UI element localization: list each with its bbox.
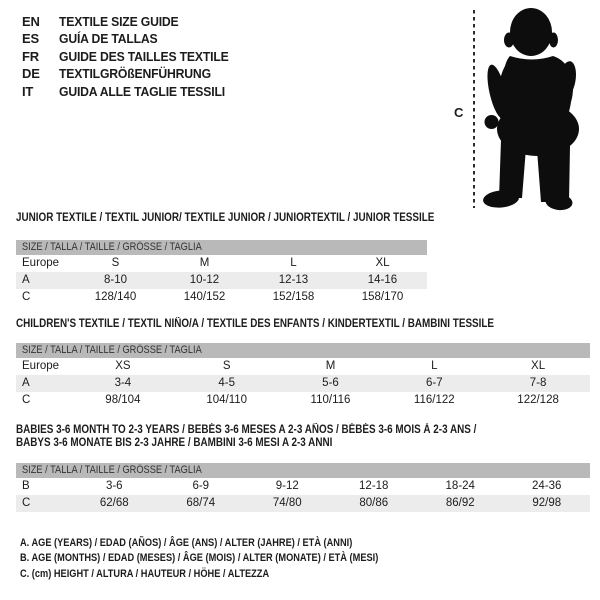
silhouette-hand-left xyxy=(485,115,499,129)
legend-note-line: C. (cm) HEIGHT / ALTURA / HAUTEUR / HÖHE / ALTEZZA xyxy=(20,567,270,580)
row-value: 6-7 xyxy=(425,377,443,389)
row-value: XL xyxy=(375,257,390,269)
row-value: L xyxy=(431,360,438,372)
language-label: GUIDA ALLE TAGLIE TESSILI xyxy=(59,83,225,99)
size-header-label: SIZE / TALLA / TAILLE / GRÖSSE / TAGLIA xyxy=(22,464,202,476)
table-row xyxy=(16,478,590,495)
language-code: IT xyxy=(22,83,34,99)
row-value: M xyxy=(325,360,336,372)
language-row xyxy=(22,48,239,65)
silhouette-leg-left xyxy=(499,140,526,198)
table-title-line: BABIES 3-6 MONTH TO 2-3 YEARS / BEBÉS 3-6 MESES A 2-3 AÑOS / BÉBÉS 3-6 MOIS À 2-3 ANS / xyxy=(16,424,477,436)
language-row xyxy=(22,83,239,100)
row-value: 24-36 xyxy=(532,480,562,492)
height-measure-label: C xyxy=(454,105,464,120)
table-title xyxy=(16,318,590,331)
row-value: 74/80 xyxy=(272,497,302,509)
silhouette-ear-left xyxy=(504,33,514,48)
size-header-bar xyxy=(16,240,427,255)
table-row xyxy=(16,495,590,512)
row-value: 8-10 xyxy=(103,274,128,286)
size-table xyxy=(16,463,590,512)
table-row xyxy=(16,392,590,409)
row-value: 7-8 xyxy=(529,377,547,389)
row-value: 92/98 xyxy=(532,497,562,509)
language-code: EN xyxy=(22,14,40,29)
row-label: C xyxy=(22,497,31,509)
row-value: M xyxy=(199,257,210,269)
row-label: Europe xyxy=(22,257,60,269)
row-label: Europe xyxy=(22,360,60,372)
row-value: 152/158 xyxy=(272,291,315,303)
language-code: FR xyxy=(22,48,39,64)
language-label: TEXTILE SIZE GUIDE xyxy=(59,14,179,29)
row-value: XS xyxy=(115,360,131,372)
size-header-label: SIZE / TALLA / TAILLE / GRÖSSE / TAGLIA xyxy=(22,344,202,356)
row-value: 104/110 xyxy=(206,394,248,406)
row-value: 3-6 xyxy=(105,480,123,492)
language-code: ES xyxy=(22,31,39,47)
size-table-section xyxy=(16,318,590,409)
table-title-line: JUNIOR TEXTILE / TEXTIL JUNIOR/ TEXTILE JUNIOR / JUNIORTEXTIL / JUNIOR TESSILE xyxy=(16,212,435,224)
row-value: 98/104 xyxy=(105,394,141,406)
language-list xyxy=(22,13,239,100)
row-value: 86/92 xyxy=(445,497,475,509)
toddler-silhouette-image xyxy=(480,0,600,212)
language-code: DE xyxy=(22,66,40,82)
language-row xyxy=(22,13,239,30)
row-value: S xyxy=(111,257,120,269)
legend-notes xyxy=(20,536,447,582)
row-label: C xyxy=(22,394,31,406)
row-value: 68/74 xyxy=(186,497,216,509)
table-title xyxy=(16,212,502,225)
size-table xyxy=(16,240,427,306)
row-value: 12-18 xyxy=(359,480,389,492)
silhouette-ear-right xyxy=(549,33,558,48)
table-row xyxy=(16,289,427,306)
size-header-label: SIZE / TALLA / TAILLE / GRÖSSE / TAGLIA xyxy=(22,241,202,253)
table-row xyxy=(16,255,427,272)
row-value: 3-4 xyxy=(114,377,132,389)
row-label: A xyxy=(22,377,30,389)
size-table xyxy=(16,343,590,409)
language-label: GUÍA DE TALLAS xyxy=(59,31,158,47)
language-label: GUIDE DES TAILLES TEXTILE xyxy=(59,48,229,64)
table-row xyxy=(16,272,427,289)
row-label: C xyxy=(22,291,31,303)
table-title-line: CHILDREN'S TEXTILE / TEXTIL NIÑO/A / TEXTILE DES ENFANTS / KINDERTEXTIL / BAMBINI TESSILE xyxy=(16,318,495,330)
row-value: 10-12 xyxy=(189,274,220,286)
row-value: 116/122 xyxy=(413,394,455,406)
language-row xyxy=(22,30,239,47)
table-row xyxy=(16,375,590,392)
row-value: 4-5 xyxy=(218,377,235,389)
row-value: 128/140 xyxy=(94,291,137,303)
table-title xyxy=(16,424,590,450)
table-title-line: BABYS 3-6 MONATE BIS 2-3 JAHRE / BAMBINI 3-6 MESI A 2-3 ANNI xyxy=(16,437,333,449)
row-label: A xyxy=(22,274,30,286)
size-header-bar xyxy=(16,343,590,358)
legend-note-line: A. AGE (YEARS) / EDAD (AÑOS) / ÂGE (ANS) / ALTER (JAHRE) / ETÀ (ANNI) xyxy=(20,537,353,549)
row-value: 18-24 xyxy=(445,480,475,492)
row-value: 80/86 xyxy=(359,497,389,509)
row-value: 5-6 xyxy=(322,377,339,389)
language-label: TEXTILGRÖßENFÜHRUNG xyxy=(59,66,211,82)
size-header-bar xyxy=(16,463,590,478)
row-value: 158/170 xyxy=(361,291,404,303)
size-table-section xyxy=(16,212,502,306)
row-label: B xyxy=(22,480,30,492)
row-value: 62/68 xyxy=(99,497,129,509)
row-value: 110/116 xyxy=(310,394,351,406)
row-value: 9-12 xyxy=(275,480,299,492)
row-value: S xyxy=(222,360,231,372)
language-row xyxy=(22,65,239,82)
row-value: 12-13 xyxy=(278,274,309,286)
legend-note-line: B. AGE (MONTHS) / EDAD (MESES) / ÂGE (MOIS) / ALTER (MONATE) / ETÀ (MESI) xyxy=(20,552,379,565)
row-value: 6-9 xyxy=(192,480,210,492)
size-table-section xyxy=(16,424,590,512)
silhouette-leg-right xyxy=(537,146,570,202)
height-measure-line xyxy=(473,10,475,208)
silhouette-head xyxy=(510,8,552,56)
row-value: 140/152 xyxy=(183,291,226,303)
row-value: L xyxy=(290,257,297,269)
row-value: XL xyxy=(531,360,546,372)
table-row xyxy=(16,358,590,375)
row-value: 122/128 xyxy=(517,394,559,406)
row-value: 14-16 xyxy=(367,274,398,286)
